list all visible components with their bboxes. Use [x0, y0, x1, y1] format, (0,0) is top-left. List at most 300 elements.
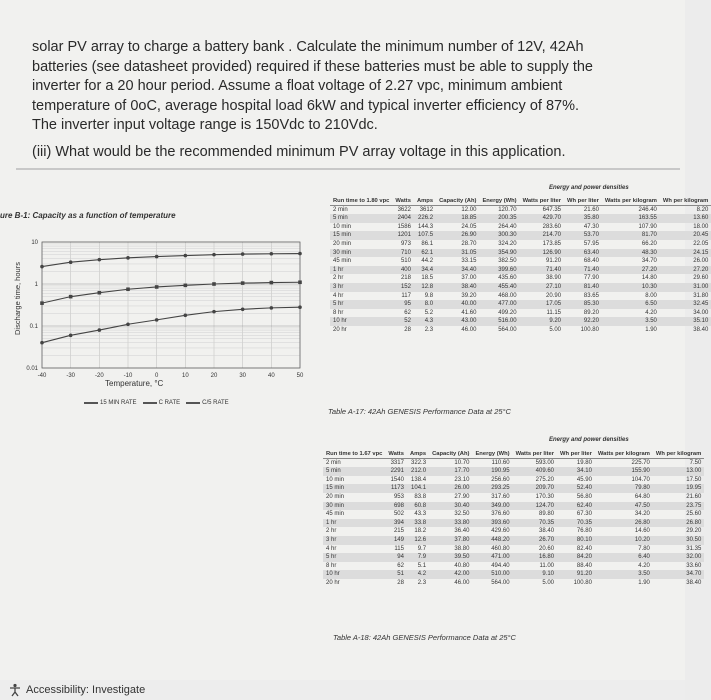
table-cell: 89.80	[539, 511, 555, 518]
column-header: Run time to 1.80 vpc	[330, 196, 392, 205]
column-header: Watts	[392, 196, 414, 205]
table-header-row	[330, 196, 711, 205]
table-cell: 4.20	[638, 562, 650, 569]
table-cell: 95	[404, 301, 411, 308]
table-cell: 120.70	[498, 206, 517, 213]
table-row	[323, 502, 704, 511]
table-cell: 399.60	[498, 266, 517, 273]
table-a17	[330, 196, 711, 335]
table-cell: 324.20	[498, 240, 517, 247]
table-cell: 40.00	[461, 301, 477, 308]
table-cell: 138.4	[411, 476, 427, 483]
data-point	[126, 322, 130, 326]
table-cell: 264.40	[498, 223, 517, 230]
table-cell: 45 min	[326, 511, 345, 518]
table-cell: 67.30	[576, 511, 592, 518]
table-cell: 33.60	[686, 562, 702, 569]
table-cell: 435.60	[498, 275, 517, 282]
table-cell: 94	[397, 554, 404, 561]
data-point	[98, 328, 102, 332]
table-cell: 149	[393, 536, 404, 543]
legend-swatch	[143, 402, 157, 404]
table-cell: 26.00	[454, 485, 470, 492]
column-header: Watts per liter	[520, 196, 564, 205]
table-cell: 163.55	[638, 215, 657, 222]
data-point	[184, 254, 188, 258]
table-cell: 104.70	[631, 476, 650, 483]
question-line: batteries (see datasheet provided) required if these batteries must be able to supply the	[32, 58, 593, 75]
x-tick-label: 40	[267, 373, 275, 379]
table-row	[330, 231, 711, 240]
table-cell: 510	[400, 258, 411, 265]
table-cell: 38.40	[539, 528, 555, 535]
table-cell: 256.60	[491, 476, 510, 483]
table-cell: 275.20	[535, 476, 555, 483]
table-cell: 25.60	[686, 511, 702, 518]
capacity-temperature-chart	[0, 220, 310, 400]
data-point	[98, 291, 102, 295]
table-cell: 1201	[397, 232, 411, 239]
table-cell: 53.70	[583, 232, 599, 239]
table-cell: 91.20	[576, 571, 592, 578]
table-cell: 46.00	[454, 579, 470, 586]
data-point	[270, 281, 274, 285]
table-cell: 6.40	[638, 554, 650, 561]
table-cell: 5.00	[542, 579, 555, 586]
table-cell: 10 min	[333, 223, 352, 230]
table-cell: 7.50	[689, 459, 702, 466]
table-cell: 22.05	[693, 240, 709, 247]
table-cell: 225.70	[631, 459, 650, 466]
table-cell: 17.05	[546, 301, 562, 308]
column-header: Watts per kilogram	[602, 196, 660, 205]
y-tick-label: 10	[31, 240, 38, 246]
table-cell: 409.60	[535, 468, 555, 475]
column-header: Run time to 1.67 vpc	[323, 449, 385, 458]
table-row	[323, 527, 704, 536]
table-cell: 83.8	[414, 493, 427, 500]
table-cell: 17.70	[454, 468, 470, 475]
table-cell: 126.90	[542, 249, 562, 256]
data-point	[241, 281, 245, 285]
table-cell: 38.40	[686, 579, 702, 586]
table-cell: 48.30	[641, 249, 657, 256]
data-point	[40, 301, 44, 305]
table-cell: 31.05	[461, 249, 477, 256]
table-cell: 82.40	[576, 545, 592, 552]
table-cell: 34.70	[686, 571, 702, 578]
data-point	[69, 334, 73, 338]
table-cell: 45 min	[333, 258, 352, 265]
table2-group-header: Energy and power densities	[549, 437, 629, 443]
data-point	[270, 252, 274, 256]
table-cell: 62.1	[421, 249, 434, 256]
data-point	[184, 284, 188, 288]
table-cell: 5.2	[424, 309, 434, 316]
table-cell: 173.85	[542, 240, 562, 247]
data-point	[155, 285, 159, 289]
column-header: Energy (Wh)	[479, 196, 519, 205]
x-tick-label: -10	[123, 373, 133, 379]
chart-title: ure B-1: Capacity as a function of temperature	[0, 211, 176, 220]
table-cell: 8.00	[645, 292, 657, 299]
table-cell: 37.80	[454, 536, 470, 543]
table-cell: 42.00	[454, 571, 470, 578]
table-cell: 51	[397, 571, 404, 578]
table-cell: 468.00	[498, 292, 517, 299]
column-header: Watts	[385, 449, 407, 458]
table-row	[323, 510, 704, 519]
table-cell: 20 min	[326, 493, 345, 500]
table-cell: 516.00	[498, 318, 517, 325]
table-cell: 9.20	[549, 318, 562, 325]
table-cell: 10.20	[634, 536, 650, 543]
table-cell: 19.95	[686, 485, 702, 492]
table-cell: 4 hr	[326, 545, 337, 552]
table-cell: 144.3	[418, 223, 434, 230]
data-point	[69, 295, 73, 299]
table-cell: 10.30	[641, 283, 657, 290]
table-cell: 20.90	[546, 292, 562, 299]
table-cell: 30.40	[454, 502, 470, 509]
table-cell: 7.9	[417, 554, 427, 561]
table-cell: 1173	[391, 485, 404, 492]
table-cell: 71.40	[583, 266, 599, 273]
table-cell: 8 hr	[333, 309, 344, 316]
y-tick-label: 1	[34, 282, 38, 288]
table-cell: 8.20	[696, 206, 709, 213]
table-cell: 115	[394, 545, 404, 552]
table-cell: 214.70	[542, 232, 562, 239]
table-row	[330, 266, 711, 275]
table1-caption: Table A-17: 42Ah GENESIS Performance Data at 25°C	[328, 407, 511, 416]
table-cell: 26.00	[693, 258, 709, 265]
table-cell: 34.70	[641, 258, 657, 265]
table-cell: 85.30	[583, 301, 599, 308]
table-cell: 10 hr	[333, 318, 347, 325]
table-cell: 21.60	[686, 493, 702, 500]
table-cell: 107.90	[638, 223, 657, 230]
table-cell: 84.20	[576, 554, 592, 561]
table-cell: 1.90	[638, 579, 650, 586]
table-cell: 2 hr	[333, 275, 344, 282]
table-row	[330, 240, 711, 249]
legend-item	[143, 400, 181, 406]
data-point	[126, 287, 130, 291]
table-cell: 26.80	[634, 519, 650, 526]
data-point	[270, 306, 274, 310]
table-cell: 354.90	[498, 249, 517, 256]
table-cell: 34.20	[634, 511, 650, 518]
table-cell: 46.00	[461, 326, 477, 333]
table-row	[323, 519, 704, 528]
table-row	[323, 536, 704, 545]
table-cell: 4.2	[417, 571, 427, 578]
table-cell: 564.00	[498, 326, 517, 333]
table-cell: 52.40	[576, 485, 592, 492]
table-cell: 499.20	[498, 309, 517, 316]
table-cell: 382.50	[498, 258, 517, 265]
table-row	[330, 257, 711, 266]
table-cell: 20 hr	[333, 326, 347, 333]
x-tick-label: 10	[181, 373, 189, 379]
table-cell: 10 min	[326, 476, 345, 483]
sub-question: (iii) What would be the recommended minimum PV array voltage in this application.	[32, 143, 566, 160]
table-row	[330, 292, 711, 301]
table-cell: 32.00	[686, 554, 702, 561]
table-cell: 68.40	[583, 258, 599, 265]
data-point	[298, 252, 302, 256]
table-cell: 43.00	[461, 318, 477, 325]
table-cell: 91.20	[546, 258, 562, 265]
table-cell: 20 min	[333, 240, 352, 247]
data-point	[212, 253, 216, 257]
table-cell: 3 hr	[326, 536, 337, 543]
table-cell: 23.75	[686, 502, 702, 509]
data-point	[298, 305, 302, 309]
table-cell: 15 min	[333, 232, 352, 239]
table-cell: 20.45	[693, 232, 709, 239]
table-cell: 39.20	[461, 292, 477, 299]
accessibility-bar[interactable]	[0, 680, 685, 700]
table-cell: 110.60	[491, 459, 510, 466]
data-point	[126, 256, 130, 260]
data-point	[241, 252, 245, 256]
table-cell: 26.70	[539, 536, 555, 543]
accessibility-icon	[8, 683, 22, 697]
table-cell: 300.30	[498, 232, 517, 239]
table-row	[330, 309, 711, 318]
table-cell: 89.20	[583, 309, 599, 316]
table-cell: 100.80	[573, 579, 592, 586]
table-cell: 460.80	[491, 545, 510, 552]
table-cell: 36.40	[454, 528, 470, 535]
table-cell: 3622	[397, 206, 411, 213]
table-cell: 2 min	[326, 459, 341, 466]
table-cell: 63.40	[583, 249, 599, 256]
table-cell: 44.2	[421, 258, 434, 265]
table-cell: 70.35	[576, 519, 592, 526]
table-cell: 80.10	[576, 536, 592, 543]
chart-legend	[84, 400, 229, 406]
accessibility-label[interactable]: Accessibility: Investigate	[26, 684, 146, 696]
table-cell: 1.90	[645, 326, 657, 333]
table-cell: 3.50	[638, 571, 650, 578]
question-text	[32, 38, 652, 162]
table-cell: 88.40	[576, 562, 592, 569]
table-cell: 62	[397, 562, 404, 569]
table-cell: 322.3	[411, 459, 427, 466]
table-cell: 83.65	[583, 292, 599, 299]
table-cell: 71.40	[546, 266, 562, 273]
table-cell: 19.80	[576, 459, 592, 466]
table-cell: 10.70	[454, 459, 470, 466]
table-cell: 43.3	[414, 511, 427, 518]
x-tick-label: 0	[154, 373, 159, 379]
table-cell: 18.5	[421, 275, 434, 282]
table-cell: 86.1	[421, 240, 434, 247]
table-cell: 31.80	[693, 292, 709, 299]
table-cell: 13.00	[686, 468, 702, 475]
table-cell: 117	[401, 292, 411, 299]
column-header: Watts per liter	[513, 449, 557, 458]
column-header: Capacity (Ah)	[429, 449, 472, 458]
question-line: inverter for a 20 hour period. Assume a float voltage of 2.27 vpc, minimum ambient	[32, 78, 563, 94]
table-cell: 226.2	[418, 215, 434, 222]
table-cell: 12.00	[461, 206, 477, 213]
table-cell: 28.70	[461, 240, 477, 247]
table-cell: 38.80	[454, 545, 470, 552]
table-cell: 215	[393, 528, 404, 535]
column-header: Wh per kilogram	[653, 449, 704, 458]
table-cell: 9.8	[424, 292, 434, 299]
table-cell: 107.5	[418, 232, 434, 239]
table-cell: 45.90	[576, 476, 592, 483]
data-point	[212, 310, 216, 314]
table-cell: 11.15	[546, 309, 562, 316]
table-cell: 494.40	[491, 562, 510, 569]
table-cell: 152	[400, 283, 411, 290]
table-cell: 3317	[390, 459, 404, 466]
data-point	[241, 307, 245, 311]
question-line: The inverter input voltage range is 150Vdc to 210Vdc.	[32, 117, 378, 133]
table-cell: 27.10	[546, 283, 562, 290]
x-tick-label: 30	[239, 373, 247, 379]
x-tick-label: 50	[296, 373, 304, 379]
table-cell: 33.15	[461, 258, 477, 265]
table-cell: 57.95	[583, 240, 599, 247]
table-cell: 212.0	[411, 468, 427, 475]
table-cell: 5 hr	[333, 301, 344, 308]
table-cell: 2 hr	[326, 528, 337, 535]
table-cell: 29.20	[686, 528, 702, 535]
table-cell: 35.10	[693, 318, 709, 325]
table-cell: 394	[393, 519, 404, 526]
table-cell: 5 hr	[326, 554, 337, 561]
table-cell: 6.50	[645, 301, 657, 308]
divider	[16, 168, 680, 170]
table-cell: 31.35	[686, 545, 702, 552]
table-cell: 66.20	[641, 240, 657, 247]
table-cell: 200.35	[498, 215, 517, 222]
table-cell: 429.70	[542, 215, 562, 222]
table-cell: 76.80	[576, 528, 592, 535]
table-cell: 1 hr	[333, 266, 344, 273]
table-cell: 502	[393, 511, 404, 518]
table-cell: 29.60	[693, 275, 709, 282]
table-cell: 92.20	[583, 318, 599, 325]
table-cell: 953	[393, 493, 404, 500]
table-cell: 4 hr	[333, 292, 344, 299]
table-row	[323, 493, 704, 502]
table-cell: 564.00	[491, 579, 510, 586]
table-cell: 37.00	[461, 275, 477, 282]
series-line	[42, 307, 300, 342]
table-cell: 7.80	[638, 545, 650, 552]
table-row	[323, 579, 704, 588]
table-cell: 11.00	[539, 562, 555, 569]
column-header: Amps	[414, 196, 436, 205]
table-a18	[323, 449, 704, 588]
table-cell: 1586	[397, 223, 411, 230]
x-tick-label: -40	[37, 373, 47, 379]
table-row	[323, 570, 704, 579]
table-cell: 31.00	[693, 283, 709, 290]
table-row	[330, 205, 711, 214]
table-cell: 79.80	[634, 485, 650, 492]
data-point	[155, 255, 159, 259]
question-line: solar PV array to charge a battery bank . Calculate the minimum number of 12V, 42Ah	[32, 39, 584, 55]
column-header: Wh per kilogram	[660, 196, 711, 205]
data-point	[40, 341, 44, 345]
table-cell: 293.25	[491, 485, 510, 492]
table-row	[330, 249, 711, 258]
table-cell: 4.3	[424, 318, 434, 325]
table-cell: 41.60	[461, 309, 477, 316]
table-cell: 209.70	[535, 485, 555, 492]
legend-label: C RATE	[158, 400, 181, 406]
table-cell: 27.90	[454, 493, 470, 500]
table-row	[330, 214, 711, 223]
y-tick-label: 0.01	[26, 366, 38, 372]
table-cell: 170.30	[535, 493, 555, 500]
data-point	[98, 258, 102, 262]
table-cell: 34.40	[461, 266, 477, 273]
column-header: Energy (Wh)	[472, 449, 512, 458]
table-cell: 13.60	[693, 215, 709, 222]
table1-group-header: Energy and power densities	[549, 185, 629, 191]
table-cell: 60.8	[414, 502, 427, 509]
table-cell: 8 hr	[326, 562, 337, 569]
table-cell: 155.90	[631, 468, 650, 475]
data-point	[155, 318, 159, 322]
table-cell: 2.3	[424, 326, 434, 333]
table-cell: 429.60	[491, 528, 510, 535]
table-row	[323, 484, 704, 493]
table-cell: 2 min	[333, 206, 348, 213]
data-point	[212, 282, 216, 286]
table-cell: 62.40	[576, 502, 592, 509]
table-cell: 510.00	[491, 571, 510, 578]
table-cell: 471.00	[491, 554, 510, 561]
table-cell: 15 min	[326, 485, 345, 492]
table-cell: 393.60	[491, 519, 510, 526]
table-cell: 12.6	[414, 536, 427, 543]
table-cell: 376.60	[491, 511, 510, 518]
table-cell: 2404	[397, 215, 411, 222]
column-header: Amps	[407, 449, 429, 458]
table-cell: 100.80	[580, 326, 599, 333]
table-cell: 18.2	[414, 528, 427, 535]
data-point	[69, 260, 73, 264]
question-line: temperature of 0oC, average hospital load 6kW and typical inverter efficiency of 87%.	[32, 97, 579, 114]
legend-swatch	[186, 402, 200, 404]
table-cell: 27.20	[693, 266, 709, 273]
x-tick-label: 20	[210, 373, 218, 379]
table-cell: 47.30	[583, 223, 599, 230]
table-cell: 698	[393, 502, 404, 509]
column-header: Wh per liter	[557, 449, 595, 458]
table-cell: 10 hr	[326, 571, 340, 578]
x-axis-label: Temperature, °C	[105, 379, 164, 388]
table-cell: 34.10	[576, 468, 592, 475]
table-cell: 317.60	[491, 493, 510, 500]
table-cell: 52	[404, 318, 411, 325]
table-cell: 39.50	[454, 554, 470, 561]
table-cell: 70.35	[539, 519, 555, 526]
table-cell: 246.40	[638, 206, 657, 213]
column-header: Capacity (Ah)	[436, 196, 479, 205]
